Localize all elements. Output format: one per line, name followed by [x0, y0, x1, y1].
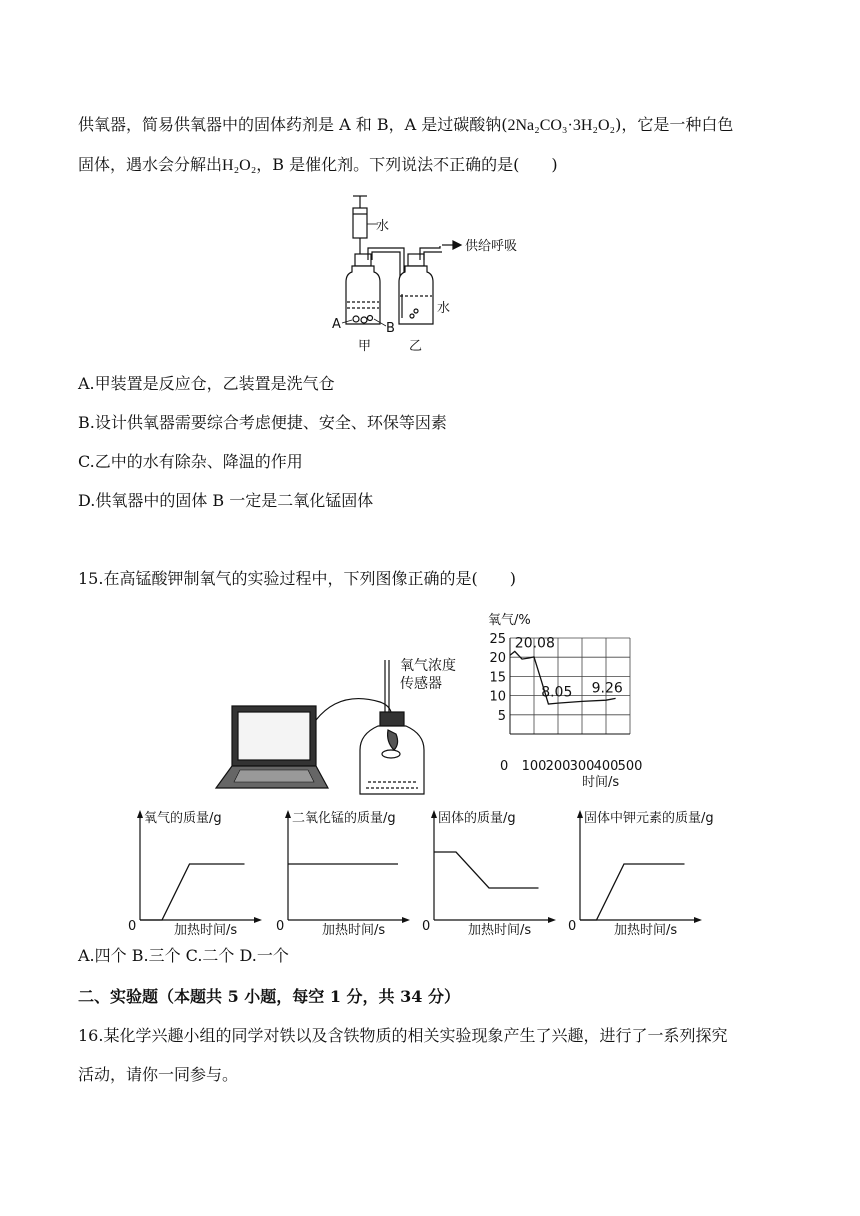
reaction-bottle: [346, 254, 380, 324]
syringe-icon: [353, 196, 378, 254]
annotation-8-05: 8.05: [541, 684, 573, 701]
water-label-2: 水: [437, 301, 451, 316]
y-tick-label: 20: [489, 651, 506, 667]
intro-text-pre: 供氧器，简易供氧器中的固体药剂是 A 和 B，A 是过碳酸钠(: [78, 115, 508, 134]
arrow-up-icon: [431, 810, 437, 818]
laptop-icon: [216, 706, 328, 788]
question-15-text: 15.在高锰酸钾制氧气的实验过程中，下列图像正确的是( ): [78, 569, 516, 588]
supply-label: 供给呼吸: [465, 239, 518, 254]
section-title: 二、实验题（本题共 5 小题，每空 1 分，共 34 分）: [78, 987, 460, 1006]
y-tick-label: 10: [489, 689, 506, 705]
formula-hydrogen-peroxide: H₂O₂: [222, 157, 257, 174]
option-c: C.乙中的水有除杂、降温的作用: [78, 452, 303, 471]
y-tick-label: 15: [489, 670, 506, 686]
mini-x-label: 加热时间/s: [174, 923, 238, 938]
mini-x-label: 加热时间/s: [322, 923, 386, 938]
question-16-line-1: 16.某化学兴趣小组的同学对铁以及含铁物质的相关实验现象产生了兴趣，进行了一系列探究: [78, 1026, 728, 1045]
formula-sodium-percarbonate: 2Na₂CO₃·3H₂O₂: [507, 117, 616, 134]
y-tick-label: 5: [497, 708, 506, 724]
mini-series-line: [140, 864, 245, 920]
mini-graph-3: [422, 810, 556, 938]
mini-origin-label: 0: [128, 919, 137, 934]
mini-origin-label: 0: [276, 919, 285, 934]
arrow-right-icon: [694, 917, 702, 923]
arrow-up-icon: [137, 810, 143, 818]
intro-text-2-pre: 固体，遇水会分解出: [78, 155, 223, 174]
mini-y-label: 氧气的质量/g: [144, 811, 222, 826]
option-a: A.甲装置是反应仓，乙装置是洗气仓: [78, 374, 335, 393]
mini-x-label: 加热时间/s: [468, 923, 532, 938]
mini-y-label: 二氧化锰的质量/g: [292, 811, 396, 826]
intro-text-2-post: ，B 是催化剂。下列说法不正确的是( ): [256, 155, 558, 174]
mini-series-line: [434, 852, 539, 888]
annotation-9-26: 9.26: [591, 680, 623, 697]
chart-y-label: 氧气/%: [488, 613, 531, 628]
oxygen-generator-diagram: [320, 192, 540, 357]
option-d: D.供氧器中的固体 B 一定是二氧化锰固体: [78, 491, 374, 510]
chart-x-label: 时间/s: [582, 775, 620, 790]
label-b: B: [386, 321, 395, 336]
x-tick-label: 500: [617, 759, 643, 774]
sensor-label-line-2: 传感器: [400, 676, 442, 692]
x-origin-label: 0: [500, 759, 509, 774]
mini-graph-2: [276, 810, 410, 938]
arrow-right-icon: [548, 917, 556, 923]
water-label: 水: [376, 219, 390, 234]
x-tick-label: 400: [593, 759, 619, 774]
sensor-label: [400, 657, 456, 693]
x-tick-label: 300: [569, 759, 595, 774]
question-16-line-2: 活动，请你一同参与。: [78, 1065, 239, 1084]
mini-graph-4: [568, 810, 714, 938]
arrow-right-icon: [402, 917, 410, 923]
washing-bottle: [399, 241, 461, 324]
arrow-up-icon: [285, 810, 291, 818]
four-option-graphs: [120, 800, 740, 940]
mini-series-line: [580, 864, 685, 920]
question-intro-line-2: [78, 154, 558, 177]
mini-x-label: 加热时间/s: [614, 923, 678, 938]
question-15-answers: A.四个 B.三个 C.二个 D.一个: [78, 946, 289, 965]
mini-origin-label: 0: [568, 919, 577, 934]
arrow-right-icon: [254, 917, 262, 923]
bottle-jia-label: 甲: [358, 339, 372, 354]
bottle-yi-label: 乙: [409, 339, 423, 354]
mini-graph-1: [128, 810, 262, 938]
x-tick-label: 200: [545, 759, 571, 774]
option-b: B.设计供氧器需要综合考虑便捷、安全、环保等因素: [78, 413, 447, 432]
arrow-up-icon: [577, 810, 583, 818]
y-tick-label: 25: [489, 632, 506, 647]
question-intro-line-1: [78, 114, 733, 137]
sensor-label-line-1: 氧气浓度: [400, 658, 456, 674]
x-tick-label: 100: [521, 759, 547, 774]
mini-y-label: 固体中钾元素的质量/g: [584, 811, 714, 826]
intro-text-post: )，它是一种白色: [615, 115, 734, 134]
annotation-20-08: 20.08: [514, 635, 555, 652]
mini-y-label: 固体的质量/g: [438, 811, 516, 826]
label-a: A: [332, 317, 341, 332]
oxygen-concentration-chart: [480, 602, 660, 802]
mini-origin-label: 0: [422, 919, 431, 934]
